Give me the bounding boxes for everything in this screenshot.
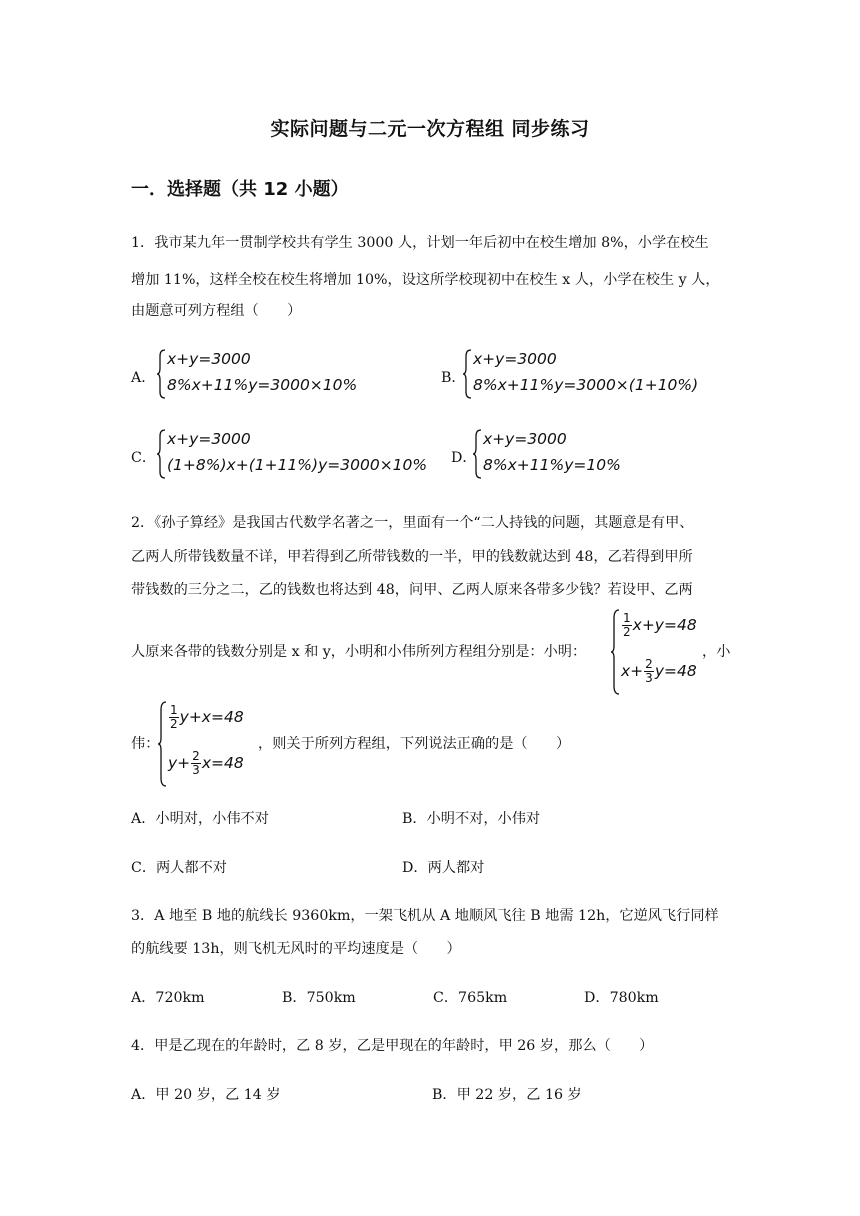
q4-option-b: B．甲 22 岁，乙 16 岁 bbox=[432, 1087, 582, 1103]
q1-option-a-label: A． bbox=[131, 370, 156, 386]
q3-option-b: B．750km bbox=[282, 990, 356, 1006]
q4-line-1: 4．甲是乙现在的年龄时，乙 8 岁，乙是甲现在的年龄时，甲 26 岁，那么（ ） bbox=[131, 1038, 654, 1054]
equation: (1+8%)x+(1+11%)y=3000×10% bbox=[167, 456, 428, 474]
equation-rest: x+y=48 bbox=[632, 616, 697, 634]
q3-line-2: 的航线要 13h，则飞机无风时的平均速度是（ ） bbox=[131, 941, 461, 957]
q1-line-1: 1．我市某九年一贯制学校共有学生 3000 人，计划一年后初中在校生增加 8%，小学在校生 bbox=[131, 235, 709, 251]
brace-icon bbox=[463, 348, 473, 400]
numerator: 1 bbox=[623, 611, 631, 625]
equation: x+y=3000 bbox=[167, 430, 251, 448]
q1-option-d-system bbox=[473, 428, 663, 480]
brace-icon bbox=[158, 700, 168, 788]
equation: 8%x+11%y=3000×10% bbox=[167, 376, 358, 394]
equation: x+y=3000 bbox=[167, 350, 251, 368]
equation-head: y+ bbox=[168, 754, 191, 772]
q2-option-b: B．小明不对，小伟对 bbox=[402, 811, 541, 827]
equation-rest: x=48 bbox=[201, 754, 244, 772]
denominator: 3 bbox=[192, 763, 200, 777]
fraction bbox=[622, 612, 632, 639]
q1-option-a-system bbox=[157, 348, 377, 400]
fraction bbox=[169, 704, 179, 731]
brace-icon bbox=[157, 348, 167, 400]
q3-option-a: A．720km bbox=[131, 990, 205, 1006]
document-title: 实际问题与二元一次方程组 同步练习 bbox=[270, 118, 590, 140]
denominator: 2 bbox=[170, 717, 178, 731]
q2-line-4: 人原来各带的钱数分别是 x 和 y，小明和小伟所列方程组分别是：小明： bbox=[131, 644, 587, 660]
q1-option-c-system bbox=[157, 428, 447, 480]
xiaowei-system bbox=[158, 700, 258, 788]
equation-rest: y+x=48 bbox=[179, 708, 244, 726]
equation-rest: y=48 bbox=[654, 662, 697, 680]
equation: x+y=3000 bbox=[483, 430, 567, 448]
equation-head: x+ bbox=[621, 662, 644, 680]
denominator: 2 bbox=[623, 625, 631, 639]
equation bbox=[168, 750, 244, 777]
q1-option-b-system bbox=[463, 348, 723, 400]
q2-option-d: D．两人都对 bbox=[402, 860, 485, 876]
q2-line-1: 2．《孙子算经》是我国古代数学名著之一，里面有一个“二人持钱的问题，其题意是有甲、 bbox=[131, 515, 694, 531]
numerator: 2 bbox=[192, 749, 200, 763]
fraction bbox=[644, 658, 654, 685]
equation: 8%x+11%y=10% bbox=[483, 456, 621, 474]
q2-line-5-text: ，则关于所列方程组，下列说法正确的是（ ） bbox=[258, 736, 571, 752]
q1-option-d-label: D． bbox=[451, 450, 477, 466]
q3-option-d: D．780km bbox=[584, 990, 659, 1006]
q1-line-2: 增加 11%，这样全校在校生将增加 10%，设这所学校现初中在校生 x 人，小学在校生 y 人， bbox=[131, 272, 720, 288]
q1-option-c-label: C． bbox=[131, 450, 157, 466]
q2-option-a: A．小明对，小伟不对 bbox=[131, 811, 269, 827]
numerator: 2 bbox=[645, 657, 653, 671]
q3-line-1: 3．A 地至 B 地的航线长 9360km，一架飞机从 A 地顺风飞往 B 地需 12h，它逆风飞行同样 bbox=[131, 908, 719, 924]
q2-line-5-head: 伟： bbox=[131, 736, 160, 752]
numerator: 1 bbox=[170, 703, 178, 717]
q4-option-a: A．甲 20 岁，乙 14 岁 bbox=[131, 1087, 281, 1103]
xiaoming-system bbox=[611, 608, 711, 696]
equation bbox=[621, 658, 697, 685]
brace-icon bbox=[611, 608, 621, 696]
denominator: 3 bbox=[645, 671, 653, 685]
brace-icon bbox=[473, 428, 483, 480]
q2-line-3: 带钱数的三分之二，乙的钱数也将达到 48，问甲、乙两人原来各带多少钱？若设甲、乙两 bbox=[131, 582, 693, 598]
q3-option-c: C．765km bbox=[433, 990, 508, 1006]
equation bbox=[168, 704, 244, 731]
q1-line-3: 由题意可列方程组（ ） bbox=[131, 303, 302, 319]
equation: 8%x+11%y=3000×(1+10%) bbox=[473, 376, 699, 394]
q2-option-c: C．两人都不对 bbox=[131, 860, 227, 876]
brace-icon bbox=[157, 428, 167, 480]
equation: x+y=3000 bbox=[473, 350, 557, 368]
equation bbox=[621, 612, 697, 639]
fraction bbox=[191, 750, 201, 777]
q1-option-b-label: B． bbox=[441, 370, 466, 386]
q2-line-2: 乙两人所带钱数量不详，甲若得到乙所带钱数的一半，甲的钱数就达到 48，乙若得到甲所 bbox=[131, 549, 693, 565]
q2-line-4-tail: ，小 bbox=[702, 644, 731, 660]
section-heading: 一．选择题（共 12 小题） bbox=[131, 179, 349, 200]
